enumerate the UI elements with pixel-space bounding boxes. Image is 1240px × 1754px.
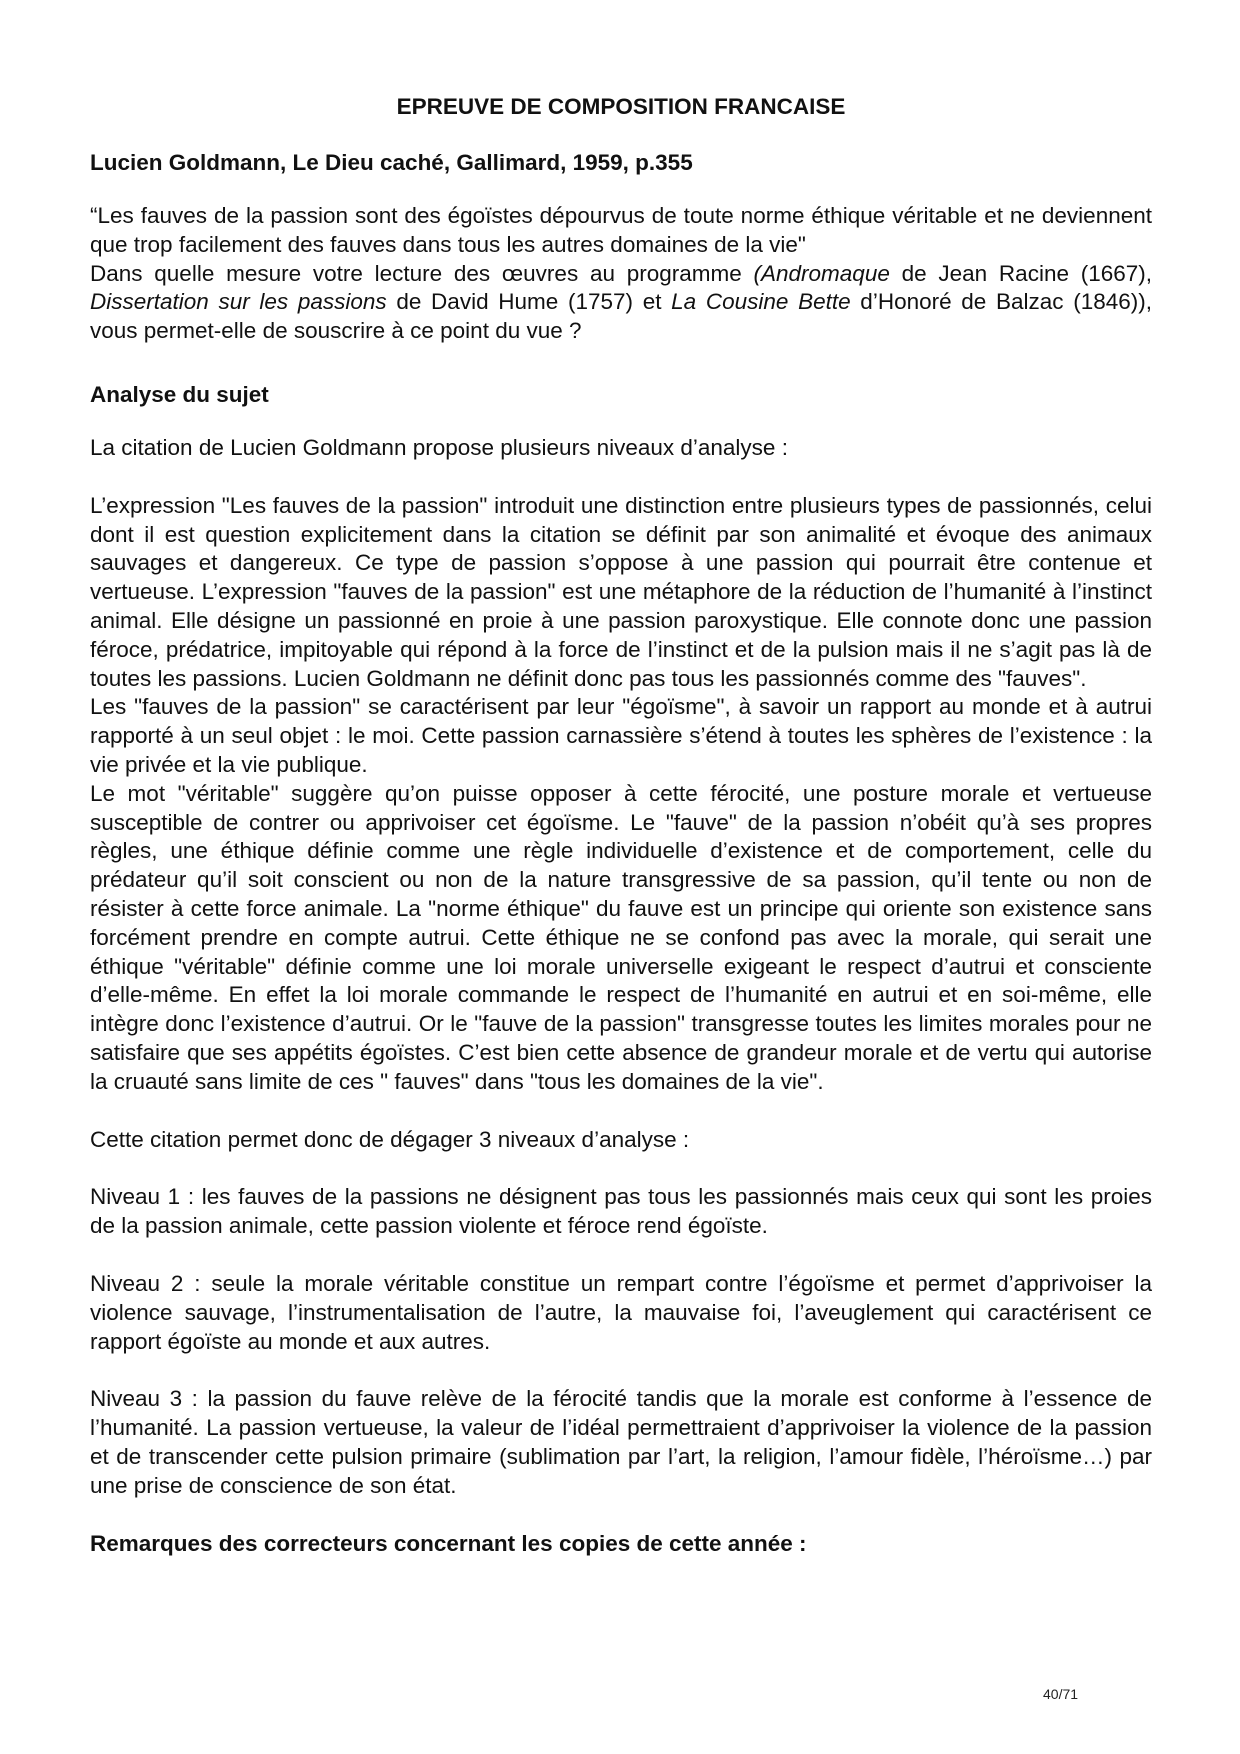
question-text-3: de David Hume (1757) et [386, 289, 672, 315]
source-reference: Lucien Goldmann, Le Dieu caché, Gallimard, 1959, p.355 [90, 150, 693, 175]
page-title: EPREUVE DE COMPOSITION FRANCAISE [396, 94, 846, 119]
question-paragraph [90, 260, 1152, 346]
analysis-heading: Analyse du sujet [90, 381, 269, 407]
question-text-1: Dans quelle mesure votre lecture des œuvres au programme [90, 260, 754, 286]
question-text-2: de Jean Racine (1667), [889, 260, 1153, 286]
question-text-4: d’Honoré de Balzac (1846)), vous permet-elle de souscrire à ce point du vue ? [90, 289, 1153, 344]
analysis-paragraph: Le mot "véritable" suggère qu’on puisse opposer à cette férocité, une posture morale et vertueuse susceptible de contrer ou apprivoiser cet égoïsme. Le "fauve" de la passion n’obéit qu’à ses propres règles, une éthique définie comme une règle individuelle d’existence et de comportement, celle du prédateur qu’il soit conscient ou non de la nature transgressive de sa passion, qu’il tente ou non de résister à cette force animale. La "norme éthique" du fauve est un principe qui oriente son existence sans forcément prendre en compte autrui. Cette éthique ne se confond pas avec la morale, qui serait une éthique "véritable" définie comme une loi morale universelle exigeant le respect d’autrui et consciente d’elle-même. En effet la loi morale commande le respect de l’humanité en autrui et en soi-même, elle intègre donc l’existence d’autrui. Or le "fauve de la passion" transgresse toutes les limites morales pour ne satisfaire que ses appétits égoïstes. C’est bien cette absence de grandeur morale et de vertu qui autorise la cruauté sans limite de ces " fauves" dans "tous les domaines de la vie". [90, 780, 1152, 1094]
analysis-paragraph: Les "fauves de la passion" se caractérisent par leur "égoïsme", à savoir un rapport au monde et à autrui rapporté à un seul objet : le moi. Cette passion carnassière s’étend à toutes les sphères de l’existence : la vie privée et la vie publique. [90, 694, 1152, 777]
work-title-cousine-bette: La Cousine Bette [671, 289, 851, 315]
quote-paragraph: “Les fauves de la passion sont des égoïstes dépourvus de toute norme éthique véritable et ne deviennent que trop facilement des fauves dans tous les autres domaines de la vie" [90, 203, 1152, 257]
level-item: Niveau 3 : la passion du fauve relève de la férocité tandis que la morale est conforme à l’essence de l’humanité. La passion vertueuse, la valeur de l’idéal permettraient d’apprivoiser la violence de la passion et de transcender cette pulsion primaire (sublimation par l’art, la religion, l’amour fidèle, l’héroïsme…) par une prise de conscience de son état. [90, 1386, 1152, 1498]
remarks-heading: Remarques des correcteurs concernant les copies de cette année : [90, 1531, 807, 1557]
document-page [90, 92, 1152, 1583]
work-title-dissertation: Dissertation sur les passions [90, 289, 387, 315]
level-item: Niveau 2 : seule la morale véritable constitue un rempart contre l’égoïsme et permet d’apprivoiser la violence sauvage, l’instrumentalisation de l’autre, la mauvaise foi, l’aveuglement qui caractérisent ce rapport égoïste au monde et aux autres. [90, 1270, 1152, 1354]
page-number: 40/71 [1043, 1686, 1079, 1702]
analysis-paragraph: L’expression "Les fauves de la passion" introduit une distinction entre plusieurs types de passionnés, celui dont il est question explicitement dans la citation se définit par son animalité et évoque des animaux sauvages et dangereux. Ce type de passion s’oppose à une passion qui pourrait être contenue et vertueuse. L’expression "fauves de la passion" est une métaphore de la réduction de l’humanité à l’instinct animal. Elle désigne un passionné en proie à une passion paroxystique. Elle connote donc une passion féroce, prédatrice, impitoyable qui répond à la force de l’instinct et de la pulsion mais il ne s’agit pas là de toutes les passions. Lucien Goldmann ne définit donc pas tous les passionnés comme des "fauves". [90, 492, 1152, 691]
levels-intro: Cette citation permet donc de dégager 3 niveaux d’analyse : [90, 1126, 690, 1152]
analysis-intro: La citation de Lucien Goldmann propose plusieurs niveaux d’analyse : [90, 434, 788, 460]
level-item: Niveau 1 : les fauves de la passions ne désignent pas tous les passionnés mais ceux qui sont les proies de la passion animale, cette passion violente et féroce rend égoïste. [90, 1184, 1152, 1239]
work-title-andromaque: (Andromaque [753, 260, 890, 286]
